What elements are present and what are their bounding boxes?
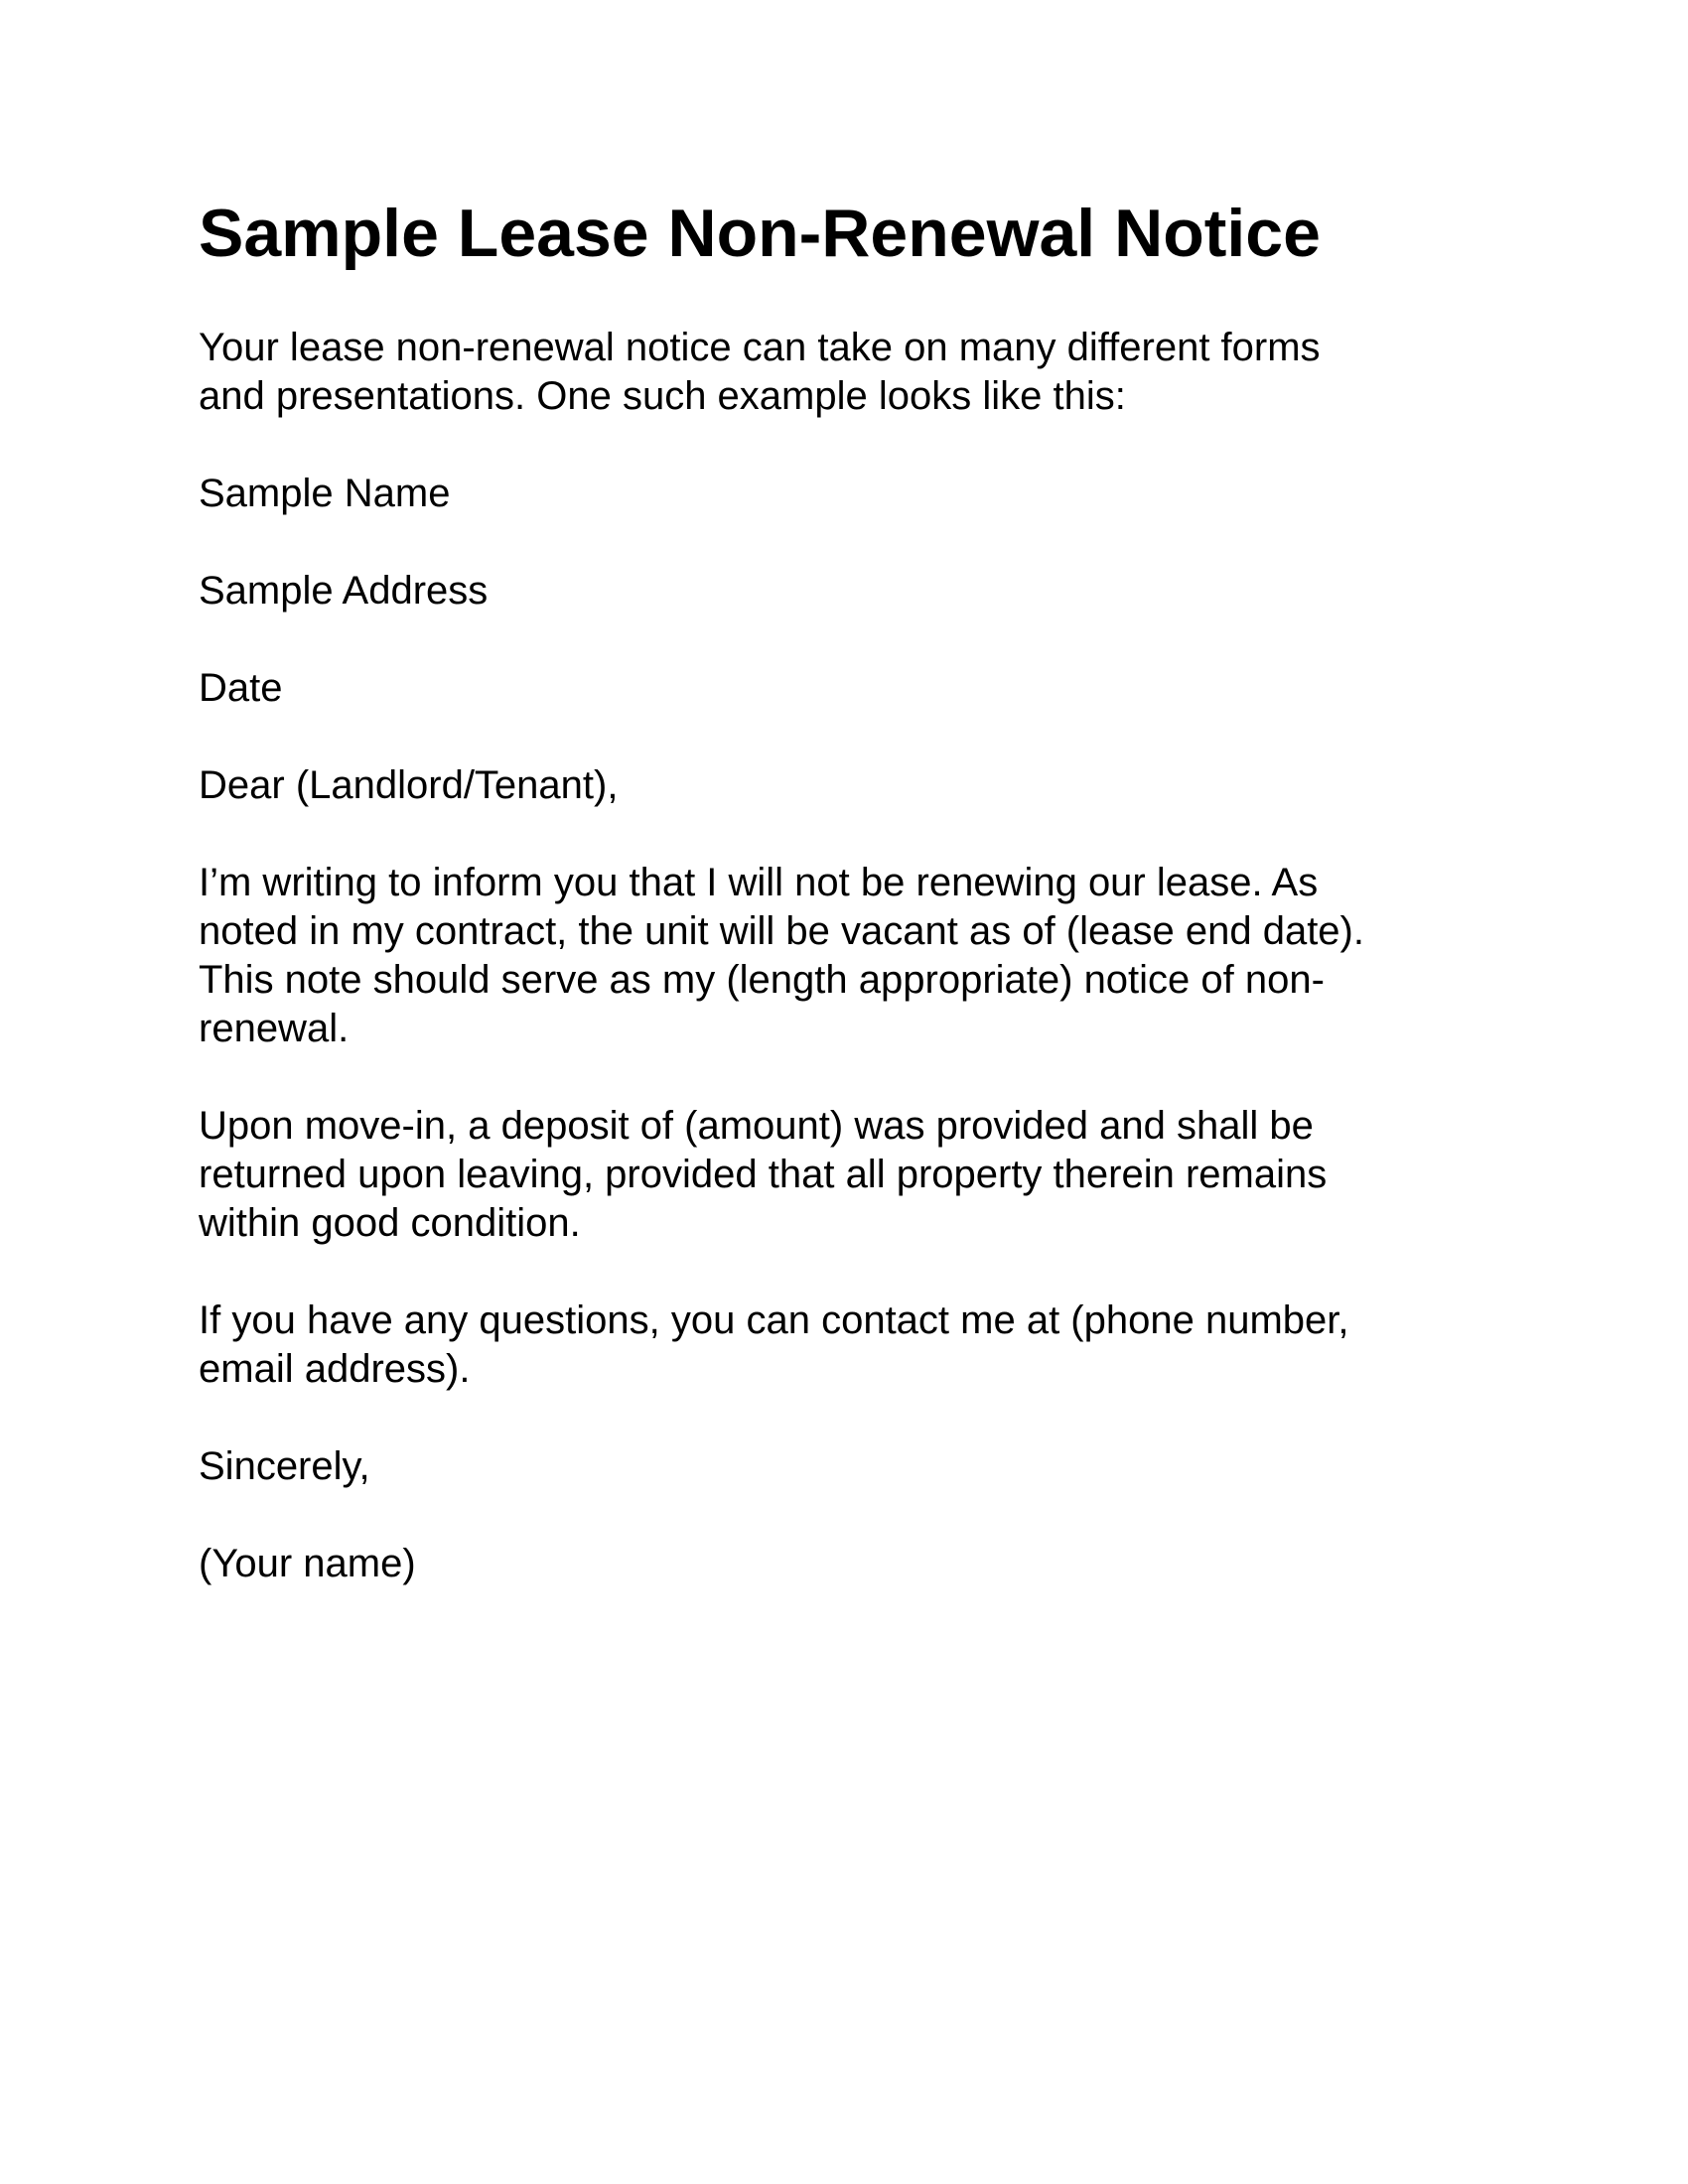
paragraph-line: Upon move-in, a deposit of (amount) was provided and shall be: [199, 1104, 1314, 1149]
letter-content: [199, 195, 1489, 1588]
body-paragraph-2: [199, 1102, 1489, 1248]
paragraph-line: I’m writing to inform you that I will not be renewing our lease. As: [199, 861, 1319, 905]
paragraph-line: This note should serve as my (length appropriate) notice of non-: [199, 958, 1325, 1003]
salutation: Dear (Landlord/Tenant),: [199, 763, 619, 808]
page-title: Sample Lease Non-Renewal Notice: [199, 196, 1321, 271]
body-paragraph-3: [199, 1297, 1489, 1394]
signature-placeholder: (Your name): [199, 1542, 416, 1586]
paragraph-line: returned upon leaving, provided that all property therein remains: [199, 1153, 1328, 1197]
paragraph-line: within good condition.: [199, 1201, 581, 1246]
paragraph-line: renewal.: [199, 1007, 350, 1051]
closing: Sincerely,: [199, 1444, 370, 1489]
sample-name: Sample Name: [199, 472, 451, 516]
intro-line: Your lease non-renewal notice can take on many different forms: [199, 326, 1321, 370]
body-paragraph-1: [199, 859, 1489, 1053]
paragraph-line: noted in my contract, the unit will be vacant as of (lease end date).: [199, 909, 1364, 954]
letter-date: Date: [199, 666, 283, 711]
intro-paragraph: [199, 324, 1489, 421]
paragraph-line: If you have any questions, you can contact me at (phone number,: [199, 1298, 1349, 1343]
intro-line: and presentations. One such example looks like this:: [199, 374, 1126, 419]
paragraph-line: email address).: [199, 1347, 471, 1392]
sample-address: Sample Address: [199, 569, 489, 614]
